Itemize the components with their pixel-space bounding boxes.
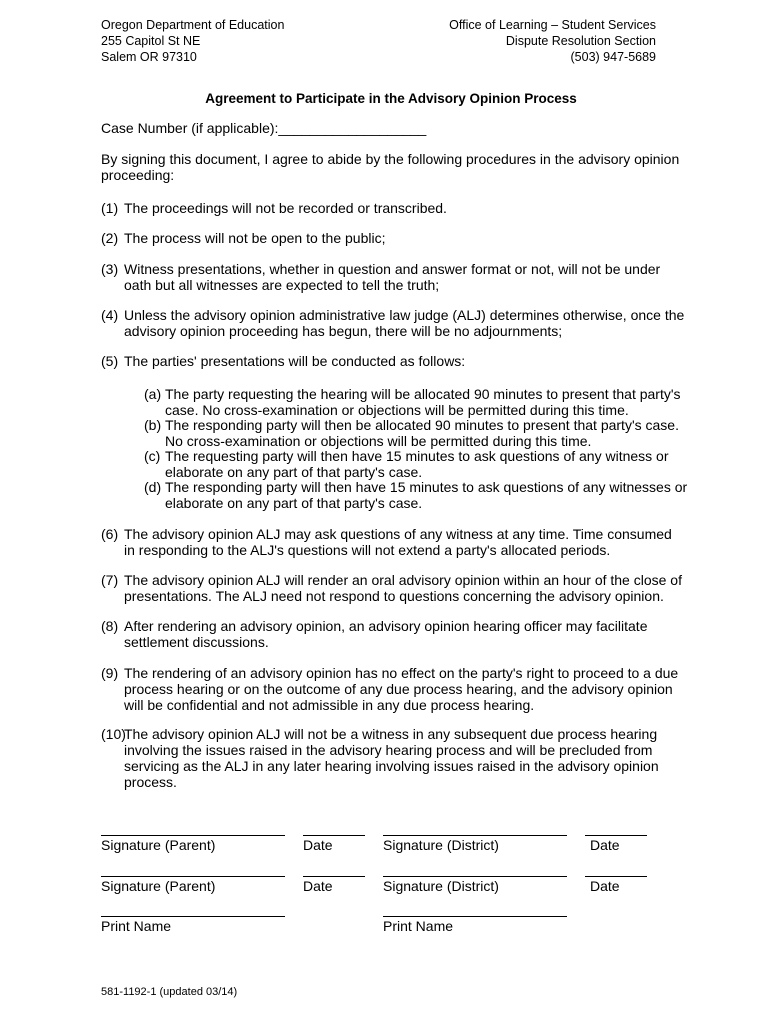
item-text: The advisory opinion ALJ will render an oral advisory opinion within an hour of the close of presentations. The ALJ need not respond to questions concerning the advisory opinion. xyxy=(124,572,682,604)
office-phone: (503) 947-5689 xyxy=(570,50,656,64)
subitem-text: The responding party will then have 15 minutes to ask questions of any witnesses or elaborate on any part of that party's case. xyxy=(165,479,688,511)
item-text: The process will not be open to the public; xyxy=(124,230,386,246)
subitem-text: The party requesting the hearing will be allocated 90 minutes to present that party's case. No cross-examination or objections will be permitted during this time. xyxy=(165,386,681,418)
item-number: (1) xyxy=(101,200,119,216)
district-signature-line[interactable] xyxy=(383,876,567,877)
agency-city: Salem OR 97310 xyxy=(101,50,197,64)
procedure-item xyxy=(101,353,686,369)
item-text: The parties' presentations will be conducted as follows: xyxy=(124,353,466,369)
parent-signature-line[interactable] xyxy=(101,876,285,877)
item-text: Unless the advisory opinion administrative law judge (ALJ) determines otherwise, once the advisory opinion proceeding has begun, there will be no adjournments; xyxy=(124,307,685,339)
item-number: (7) xyxy=(101,572,119,588)
presentation-subitem xyxy=(144,448,689,480)
office-name: Office of Learning – Student Services xyxy=(449,18,656,32)
procedure-item xyxy=(101,526,686,558)
district-date-label: Date xyxy=(590,878,620,894)
subitem-text: The responding party will then be allocated 90 minutes to present that party's case. No cross-examination or objections will be permitted during this time. xyxy=(165,417,679,449)
procedure-item xyxy=(101,307,686,339)
item-text: Witness presentations, whether in question and answer format or not, will not be under oath but all witnesses are expected to tell the truth; xyxy=(124,261,661,293)
presentation-subitem xyxy=(144,386,689,418)
subitem-letter: (a) xyxy=(144,386,162,402)
district-print-name-line[interactable] xyxy=(383,916,567,917)
district-signature-label: Signature (District) xyxy=(383,837,499,853)
parent-date-line[interactable] xyxy=(303,876,365,877)
presentation-subitem xyxy=(144,417,689,449)
item-number: (6) xyxy=(101,526,119,542)
agency-street: 255 Capitol St NE xyxy=(101,34,201,48)
case-number-field[interactable]: Case Number (if applicable):___________________ xyxy=(101,120,427,136)
item-number: (8) xyxy=(101,618,119,634)
intro-paragraph: By signing this document, I agree to abide by the following procedures in the advisory opinion proceeding: xyxy=(101,151,680,183)
procedure-item xyxy=(101,261,686,293)
item-text: The advisory opinion ALJ may ask questions of any witness at any time. Time consumed in responding to the ALJ's questions will not extend a party's allocated periods. xyxy=(124,526,672,558)
procedure-item xyxy=(101,665,691,713)
parent-date-label: Date xyxy=(303,878,333,894)
item-number: (5) xyxy=(101,353,119,369)
district-signature-label: Signature (District) xyxy=(383,878,499,894)
procedure-item xyxy=(101,230,686,246)
presentation-subitem xyxy=(144,479,689,511)
procedure-item xyxy=(101,572,686,604)
item-number: (3) xyxy=(101,261,119,277)
district-date-line[interactable] xyxy=(585,876,647,877)
parent-print-name-line[interactable] xyxy=(101,916,285,917)
item-number: (4) xyxy=(101,307,119,323)
parent-signature-line[interactable] xyxy=(101,835,285,836)
office-contact xyxy=(449,17,656,65)
subitem-text: The requesting party will then have 15 minutes to ask questions of any witness or elaborate on any part of that party's case. xyxy=(165,448,669,480)
agency-address xyxy=(101,17,284,65)
district-date-label: Date xyxy=(590,837,620,853)
item-text: The proceedings will not be recorded or transcribed. xyxy=(124,200,447,216)
procedure-item xyxy=(101,618,686,650)
document-title: Agreement to Participate in the Advisory Opinion Process xyxy=(205,91,577,106)
procedure-item xyxy=(101,200,686,216)
subitem-letter: (c) xyxy=(144,448,161,464)
item-text: The advisory opinion ALJ will not be a witness in any subsequent due process hearing involving the issues raised in the advisory hearing process and will be precluded from servicing as the ALJ in any later hearing involving issues raised in the advisory opinion process. xyxy=(124,726,659,790)
agency-name: Oregon Department of Education xyxy=(101,18,285,32)
district-print-name-label: Print Name xyxy=(383,918,454,934)
item-number: (2) xyxy=(101,230,119,246)
form-number: 581-1192-1 (updated 03/14) xyxy=(101,986,238,998)
district-signature-line[interactable] xyxy=(383,835,567,836)
parent-date-label: Date xyxy=(303,837,333,853)
district-date-line[interactable] xyxy=(585,835,647,836)
item-number: (10) xyxy=(101,726,126,742)
procedure-item xyxy=(101,726,686,790)
item-text: The rendering of an advisory opinion has no effect on the party's right to proceed to a due process hearing or on the outcome of any due process hearing, and the advisory opinion will be confidential and not admissible in any due process hearing. xyxy=(124,665,679,713)
parent-signature-label: Signature (Parent) xyxy=(101,837,216,853)
office-section: Dispute Resolution Section xyxy=(505,34,656,48)
subitem-letter: (d) xyxy=(144,479,162,495)
item-number: (9) xyxy=(101,665,119,681)
parent-signature-label: Signature (Parent) xyxy=(101,878,216,894)
parent-date-line[interactable] xyxy=(303,835,365,836)
parent-print-name-label: Print Name xyxy=(101,918,172,934)
subitem-letter: (b) xyxy=(144,417,162,433)
item-text: After rendering an advisory opinion, an advisory opinion hearing officer may facilitate settlement discussions. xyxy=(124,618,648,650)
